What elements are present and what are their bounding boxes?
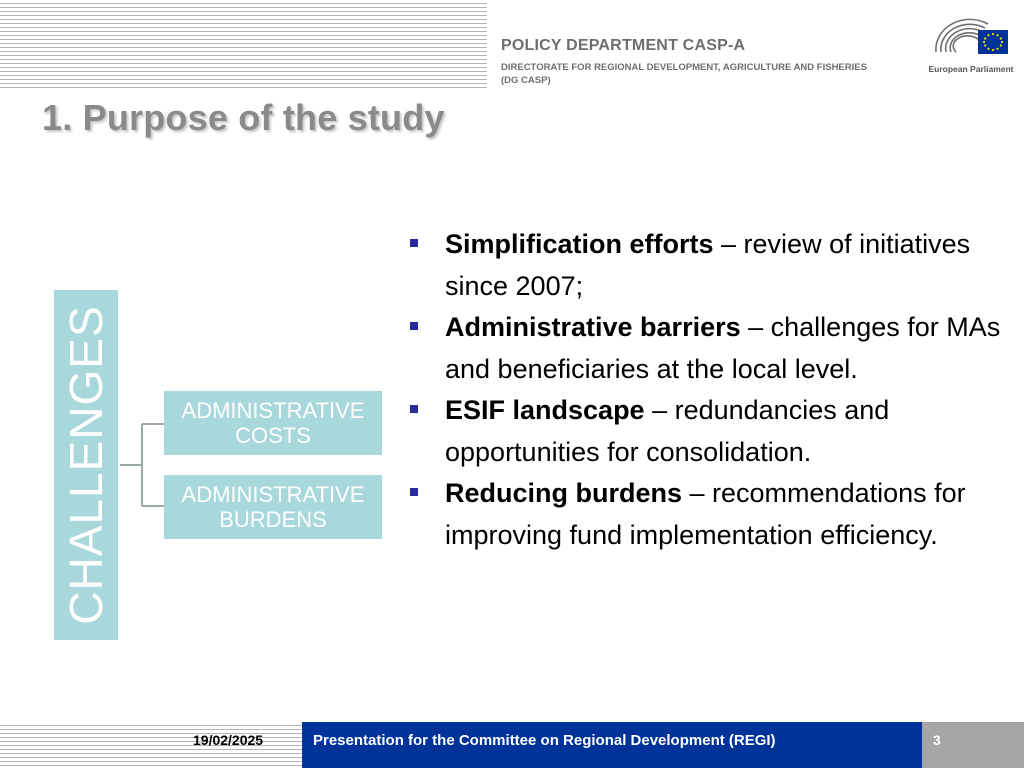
- costs-line-1: ADMINISTRATIVE: [181, 398, 365, 423]
- challenges-box: [54, 290, 118, 640]
- challenges-label: CHALLENGES: [60, 305, 112, 625]
- bullet-text: – redundancies and opportunities for consolidation.: [445, 395, 890, 467]
- administrative-burdens-box: [164, 475, 382, 539]
- directorate-subtitle: [501, 61, 901, 87]
- directorate-line-2: (DG CASP): [501, 75, 551, 86]
- logo-caption: European Parliament: [928, 64, 1014, 74]
- slide-title: 1. Purpose of the study: [42, 97, 445, 138]
- administrative-costs-box: [164, 391, 382, 455]
- costs-line-2: COSTS: [235, 423, 311, 448]
- header-stripes: [0, 0, 487, 88]
- square-bullet-icon: [410, 405, 418, 413]
- bullet-heading: ESIF landscape: [445, 395, 645, 425]
- bullet-list: [405, 224, 1015, 556]
- bullet-heading: Simplification efforts: [445, 229, 714, 259]
- burdens-line-2: BURDENS: [219, 507, 327, 532]
- page-number: 3: [933, 732, 941, 748]
- bullet-text: – recommendations for improving fund implementation efficiency.: [445, 478, 966, 550]
- footer-bar: [0, 722, 1024, 768]
- square-bullet-icon: [410, 488, 418, 496]
- bullet-item: [405, 390, 1015, 473]
- burdens-line-1: ADMINISTRATIVE: [181, 482, 365, 507]
- bullet-item: [405, 473, 1015, 556]
- footer-stripes: [0, 722, 190, 768]
- square-bullet-icon: [410, 239, 418, 247]
- square-bullet-icon: [410, 322, 418, 330]
- department-title: POLICY DEPARTMENT CASP-A: [501, 37, 746, 54]
- bullet-text: – challenges for MAs and beneficiaries at the local level.: [445, 312, 1001, 384]
- connector-bracket: [118, 418, 168, 513]
- bullet-heading: Administrative barriers: [445, 312, 741, 342]
- directorate-line-1: DIRECTORATE FOR REGIONAL DEVELOPMENT, AGRICULTURE AND FISHERIES: [501, 62, 867, 73]
- footer-date: 19/02/2025: [193, 732, 264, 748]
- footer-presentation-title: Presentation for the Committee on Regional Development (REGI): [313, 732, 776, 749]
- bullet-text: – review of initiatives since 2007;: [445, 229, 971, 301]
- bullet-item: [405, 307, 1015, 390]
- bullet-item: [405, 224, 1015, 307]
- bullet-heading: Reducing burdens: [445, 478, 683, 508]
